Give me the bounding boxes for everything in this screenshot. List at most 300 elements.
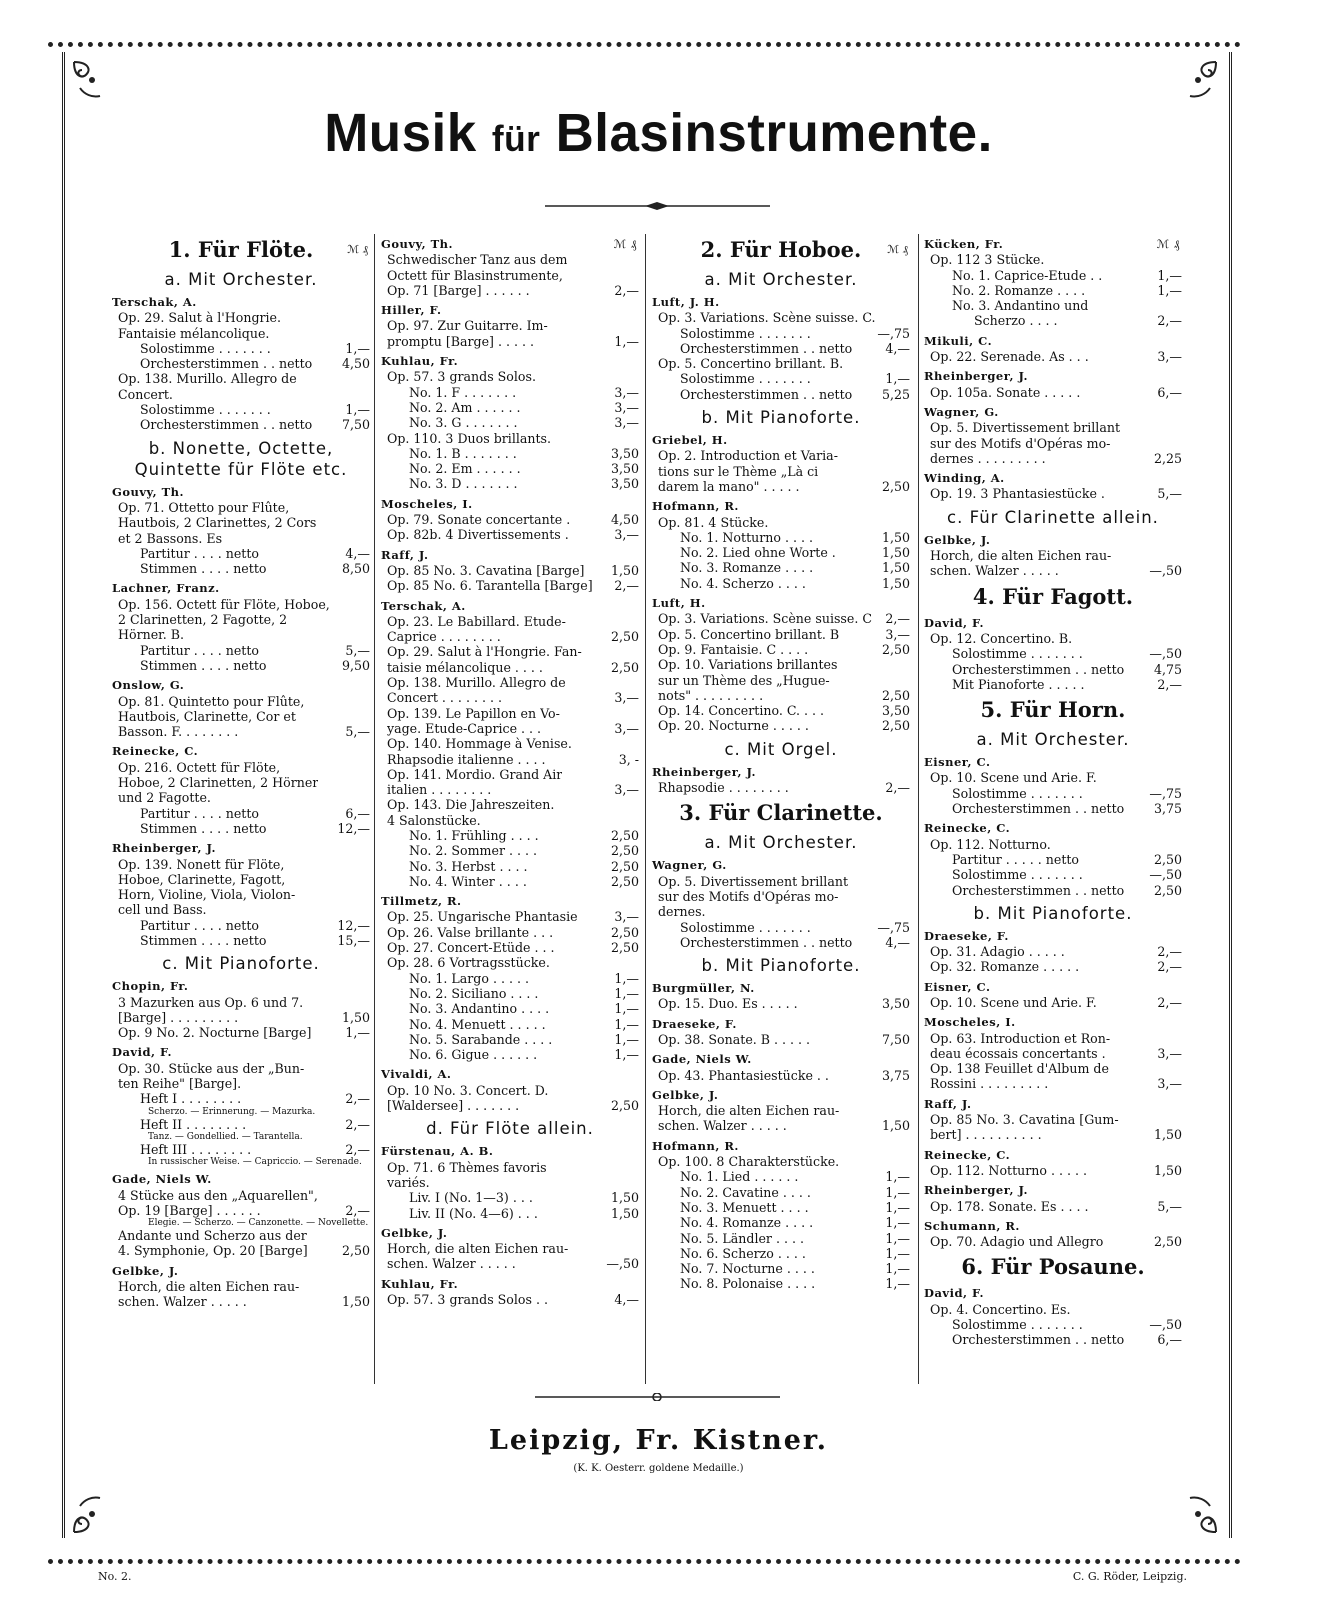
catalog-entry xyxy=(112,1203,370,1218)
catalog-entry xyxy=(652,341,910,356)
entry-price: 1,— xyxy=(885,1276,910,1292)
piece-contents xyxy=(112,1132,370,1142)
entry-title: Op. 139. Nonett für Flöte, xyxy=(118,856,285,872)
entry-price: 3,— xyxy=(1157,1076,1182,1092)
catalog-entry xyxy=(112,1188,370,1203)
entry-price: 1,— xyxy=(885,371,910,387)
corner-ornament-bottom-left xyxy=(70,1492,114,1536)
entry-price: —,50 xyxy=(1149,646,1182,662)
catalog-entry xyxy=(652,530,910,545)
heading-text: 6. Für Posaune. xyxy=(961,1254,1145,1280)
entry-title: Stimmen . . . . netto xyxy=(140,820,267,836)
catalog-entry xyxy=(652,1118,910,1133)
title-word-musik: Musik xyxy=(324,103,477,163)
entry-title: Op. 5. Divertissement brillant xyxy=(658,873,849,889)
composer-name xyxy=(112,485,370,500)
entry-price: 2,50 xyxy=(610,940,639,956)
composer-name xyxy=(381,1277,639,1292)
entry-title: Op. 19. 3 Phantasiestücke . xyxy=(930,486,1105,502)
catalog-entry xyxy=(381,1256,639,1271)
catalog-entry xyxy=(381,283,639,298)
entry-price: 2,50 xyxy=(610,924,639,940)
catalog-entry xyxy=(924,563,1182,578)
heading-text: Gelbke, J. xyxy=(652,1087,719,1102)
catalog-entry xyxy=(381,415,639,430)
entry-title: Rossini . . . . . . . . . xyxy=(930,1076,1049,1092)
composer-name xyxy=(112,581,370,596)
catalog-entry xyxy=(112,658,370,673)
heading-text: Fürstenau, A. B. xyxy=(381,1144,494,1159)
entry-price: 1,50 xyxy=(341,1294,370,1310)
composer-name xyxy=(112,295,370,310)
catalog-entry xyxy=(924,1234,1182,1249)
entry-title: Op. 112. Notturno . . . . . xyxy=(930,1162,1088,1178)
entry-price: 2,50 xyxy=(881,687,910,703)
entry-price: 1,— xyxy=(345,402,370,418)
entry-title: Solostimme . . . . . . . xyxy=(680,371,811,387)
heading-text: Gelbke, J. xyxy=(924,532,991,547)
catalog-entry xyxy=(381,1098,639,1113)
catalog-entry xyxy=(652,889,910,904)
entry-title: sur des Motifs d'Opéras mo- xyxy=(930,435,1111,451)
entry-title: Hautbois, Clarinette, Cor et xyxy=(118,708,296,724)
catalog-entry xyxy=(112,821,370,836)
entry-title: Orchesterstimmen . . netto xyxy=(952,882,1125,898)
heading-text: Raff, J. xyxy=(381,547,429,562)
heading-text: Rheinberger, J. xyxy=(924,1183,1029,1198)
catalog-entry xyxy=(924,1332,1182,1347)
price-currency-marker: ℳ ₰ xyxy=(347,243,368,256)
catalog-entry xyxy=(381,660,639,675)
entry-title: und 2 Fagotte. xyxy=(118,790,211,806)
entry-title: No. 7. Nocturne . . . . xyxy=(680,1261,815,1277)
entry-title: nots" . . . . . . . . . xyxy=(658,687,764,703)
catalog-entry xyxy=(381,1032,639,1047)
heading-text: Reinecke, C. xyxy=(924,821,1011,836)
entry-price: 3,50 xyxy=(610,445,639,461)
catalog-entry xyxy=(381,1160,639,1175)
catalog-entry xyxy=(381,721,639,736)
entry-price: 1,50 xyxy=(610,1205,639,1221)
entry-title: Partitur . . . . netto xyxy=(140,805,260,821)
entry-price: 2,50 xyxy=(610,843,639,859)
catalog-entry xyxy=(924,1302,1182,1317)
entry-title: Orchesterstimmen . . netto xyxy=(680,386,853,402)
entry-price: 1,— xyxy=(614,1047,639,1063)
heading-text: Hofmann, R. xyxy=(652,1138,739,1153)
entry-price: —,75 xyxy=(877,919,910,935)
catalog-entry xyxy=(381,476,639,491)
page-title xyxy=(13,102,1304,164)
heading-text: c. Mit Pianoforte. xyxy=(162,954,320,974)
entry-price: 1,— xyxy=(614,1001,639,1017)
entry-title: Op. 81. Quintetto pour Flûte, xyxy=(118,693,305,709)
section-heading xyxy=(924,583,1182,611)
catalog-entry xyxy=(381,1047,639,1062)
entry-title: yage. Etude-Caprice . . . xyxy=(387,720,542,736)
composer-name xyxy=(112,841,370,856)
entry-title: Op. 30. Stücke aus der „Bun- xyxy=(118,1060,305,1076)
entry-price: 5,— xyxy=(345,724,370,740)
entry-title: Op. 85 No. 6. Tarantella [Barge] xyxy=(387,578,593,594)
catalog-entry xyxy=(112,341,370,356)
catalog-entry xyxy=(924,1046,1182,1061)
entry-title: Stimmen . . . . netto xyxy=(140,657,267,673)
catalog-entry xyxy=(652,545,910,560)
entry-title: No. 6. Scherzo . . . . xyxy=(680,1245,806,1261)
entry-title: Op. 85 No. 3. Cavatina [Barge] xyxy=(387,562,585,578)
entry-price: 1,— xyxy=(885,1230,910,1246)
price-currency-marker: ℳ ₰ xyxy=(887,243,908,256)
heading-text: Hofmann, R. xyxy=(652,499,739,514)
heading-text: Wagner, G. xyxy=(652,858,727,873)
entry-price: 3,— xyxy=(614,720,639,736)
heading-text: 2. Für Hoboe. xyxy=(700,237,862,262)
subsection-heading xyxy=(924,507,1182,528)
heading-text: b. Mit Pianoforte. xyxy=(701,956,861,976)
catalog-entry xyxy=(924,385,1182,400)
catalog-entry xyxy=(112,1279,370,1294)
entry-title: Solostimme . . . . . . . xyxy=(952,867,1083,883)
catalog-entry xyxy=(652,780,910,795)
entry-title: No. 4. Scherzo . . . . xyxy=(680,575,806,591)
entry-title: Partitur . . . . netto xyxy=(140,545,260,561)
entry-price: 2,50 xyxy=(881,718,910,734)
catalog-entry xyxy=(924,786,1182,801)
heading-text: Tanz. — Gondellied. — Tarantella. xyxy=(148,1131,303,1142)
entry-title: 3 Mazurken aus Op. 6 und 7. xyxy=(118,994,304,1010)
composer-name xyxy=(924,1015,1182,1030)
catalog-entry xyxy=(381,940,639,955)
entry-price: 3,— xyxy=(614,527,639,543)
entry-title: Hörner. B. xyxy=(118,627,185,643)
entry-title: No. 4. Menuett . . . . . xyxy=(409,1016,546,1032)
entry-title: Op. 10 No. 3. Concert. D. xyxy=(387,1082,549,1098)
entry-title: No. 4. Winter . . . . xyxy=(409,873,527,889)
medal-note: (K. K. Oesterr. goldene Medaille.) xyxy=(573,1463,744,1474)
subsection-heading xyxy=(924,729,1182,750)
entry-price: 1,— xyxy=(345,1025,370,1041)
entry-title: Op. 15. Duo. Es . . . . . xyxy=(658,996,798,1012)
heading-text: b. Nonette, Octette, Quintette für Flöte etc. xyxy=(134,438,348,479)
catalog-entry xyxy=(381,874,639,889)
entry-title: Op. 81. 4 Stücke. xyxy=(658,514,769,530)
catalog-entry xyxy=(112,806,370,821)
entry-title: Op. 112. Notturno. xyxy=(930,836,1051,852)
column-divider-2 xyxy=(645,234,646,1384)
entry-title: Op. 22. Serenade. As . . . xyxy=(930,349,1089,365)
catalog-entry xyxy=(381,813,639,828)
entry-title: Solostimme . . . . . . . xyxy=(140,340,271,356)
entry-price: —,50 xyxy=(1149,867,1182,883)
catalog-entry xyxy=(381,1206,639,1221)
composer-name xyxy=(652,433,910,448)
catalog-entry xyxy=(381,843,639,858)
entry-price: 3,— xyxy=(614,909,639,925)
composer-name xyxy=(924,1097,1182,1112)
entry-title: Solostimme . . . . . . . xyxy=(140,402,271,418)
heading-text: 1. Für Flöte. xyxy=(168,237,314,262)
heading-text: Gade, Niels W. xyxy=(652,1052,752,1067)
entry-price: 2,— xyxy=(885,611,910,627)
catalog-entry xyxy=(381,400,639,415)
entry-price: 1,— xyxy=(614,1031,639,1047)
catalog-entry xyxy=(381,752,639,767)
catalog-entry xyxy=(924,451,1182,466)
entry-price: 3,— xyxy=(614,384,639,400)
heading-text: a. Mit Orchester. xyxy=(704,270,858,289)
catalog-entry xyxy=(652,1276,910,1291)
catalog-entry xyxy=(112,1142,370,1157)
entry-title: Horch, die alten Eichen rau- xyxy=(387,1241,569,1257)
entry-title: No. 1. B . . . . . . . xyxy=(409,445,517,461)
catalog-entry xyxy=(112,1076,370,1091)
catalog-entry xyxy=(381,955,639,970)
catalog-entry xyxy=(381,782,639,797)
entry-title: sur des Motifs d'Opéras mo- xyxy=(658,888,839,904)
entry-price: 3,— xyxy=(614,415,639,431)
catalog-entry xyxy=(381,1190,639,1205)
heading-text: Kuhlau, Fr. xyxy=(381,1276,459,1291)
entry-title: No. 1. F . . . . . . . xyxy=(409,384,517,400)
composer-name xyxy=(652,1088,910,1103)
corner-ornament-top-right xyxy=(1176,58,1220,102)
entry-price: 1,— xyxy=(885,1199,910,1215)
entry-title: Orchesterstimmen . . netto xyxy=(952,801,1125,817)
catalog-entry xyxy=(112,1117,370,1132)
entry-title: No. 3. Andantino und xyxy=(952,298,1089,314)
entry-price: 2,50 xyxy=(1153,851,1182,867)
subsection-heading xyxy=(652,955,910,976)
catalog-entry xyxy=(112,694,370,709)
composer-name xyxy=(924,405,1182,420)
catalog-entry xyxy=(652,1103,910,1118)
entry-price: 6,— xyxy=(1157,384,1182,400)
entry-title: Solostimme . . . . . . . xyxy=(952,646,1083,662)
entry-title: No. 8. Polonaise . . . . xyxy=(680,1276,816,1292)
catalog-entry xyxy=(112,1061,370,1076)
entry-title: Partitur . . . . netto xyxy=(140,917,260,933)
entry-price: 2,50 xyxy=(881,641,910,657)
composer-name xyxy=(381,303,639,318)
section-heading xyxy=(924,696,1182,724)
heading-text: Reinecke, C. xyxy=(924,1147,1011,1162)
entry-title: [Waldersee] . . . . . . . xyxy=(387,1098,520,1114)
catalog-entry xyxy=(112,1294,370,1309)
catalog-entry xyxy=(381,527,639,542)
entry-title: promptu [Barge] . . . . . xyxy=(387,333,534,349)
entry-title: Hoboe, 2 Clarinetten, 2 Hörner xyxy=(118,775,319,791)
catalog-entry xyxy=(652,515,910,530)
catalog-entry xyxy=(112,1091,370,1106)
entry-price: 2,— xyxy=(345,1116,370,1132)
catalog-entry xyxy=(112,775,370,790)
catalog-column-3 xyxy=(652,232,910,1292)
subsection-heading xyxy=(112,269,370,290)
heading-text: Lachner, Franz. xyxy=(112,581,220,596)
entry-title: Horn, Violine, Viola, Violon- xyxy=(118,887,296,903)
entry-title: Op. 139. Le Papillon en Vo- xyxy=(387,705,560,721)
entry-title: No. 3. Menuett . . . . xyxy=(680,1199,809,1215)
catalog-entry xyxy=(924,1127,1182,1142)
section-heading xyxy=(112,236,370,264)
heading-text: Elegie. — Scherzo. — Canzonette. — Novellette. xyxy=(148,1218,369,1229)
title-divider-ornament xyxy=(545,202,770,210)
heading-text: Luft, J. H. xyxy=(652,295,720,309)
composer-name xyxy=(652,765,910,780)
entry-price: 3,75 xyxy=(1153,801,1182,817)
entry-title: Op. 57. 3 grands Solos. xyxy=(387,369,536,385)
composer-name xyxy=(381,894,639,909)
entry-price: 2,50 xyxy=(610,659,639,675)
entry-title: Scherzo . . . . xyxy=(974,313,1058,329)
entry-title: No. 3. G . . . . . . . xyxy=(409,415,518,431)
heading-text: Onslow, G. xyxy=(112,678,185,693)
catalog-entry xyxy=(652,874,910,889)
entry-title: italien . . . . . . . . xyxy=(387,782,492,798)
entry-title: Op. 12. Concertino. B. xyxy=(930,630,1073,646)
entry-price: 5,— xyxy=(1157,1198,1182,1214)
entry-title: Hoboe, Clarinette, Fagott, xyxy=(118,871,286,887)
heading-text: Griebel, H. xyxy=(652,433,728,448)
catalog-entry xyxy=(112,627,370,642)
heading-text: Terschak, A. xyxy=(112,295,197,309)
entry-title: Orchesterstimmen . . netto xyxy=(140,417,313,433)
heading-text: Draeseke, F. xyxy=(652,1016,737,1031)
entry-title: Op. 27. Concert-Etüde . . . xyxy=(387,940,555,956)
entry-title: Op. 26. Valse brillante . . . xyxy=(387,924,554,940)
heading-text: Hiller, F. xyxy=(381,303,442,318)
heading-text: Eisner, C. xyxy=(924,755,991,770)
entry-price: 1,50 xyxy=(881,575,910,591)
catalog-entry xyxy=(112,326,370,341)
entry-title: dernes . . . . . . . . . xyxy=(930,450,1046,466)
entry-title: Op. 2. Introduction et Varia- xyxy=(658,448,838,464)
subsection-heading xyxy=(652,269,910,290)
heading-text: Luft, H. xyxy=(652,596,706,611)
catalog-entry xyxy=(381,1017,639,1032)
entry-price: 3,50 xyxy=(610,461,639,477)
composer-name xyxy=(381,599,639,614)
heading-text: In russischer Weise. — Capriccio. — Serenade. xyxy=(148,1157,362,1168)
catalog-entry xyxy=(112,1010,370,1025)
entry-title: Orchesterstimmen . . netto xyxy=(680,340,853,356)
catalog-entry xyxy=(652,1261,910,1276)
entry-price: 4,75 xyxy=(1153,661,1182,677)
entry-title: No. 6. Gigue . . . . . . xyxy=(409,1047,538,1063)
heading-text: Gelbke, J. xyxy=(112,1263,179,1278)
entry-title: Op. 3. Variations. Scène suisse. C xyxy=(658,611,872,627)
entry-title: Basson. F. . . . . . . . xyxy=(118,724,239,740)
heading-text: 3. Für Clarinette. xyxy=(679,800,883,826)
catalog-entry xyxy=(112,790,370,805)
piece-contents xyxy=(112,1218,370,1228)
entry-title: No. 3. Herbst . . . . xyxy=(409,858,528,874)
catalog-entry xyxy=(112,356,370,371)
entry-price: 3,— xyxy=(1157,1045,1182,1061)
entry-title: Andante und Scherzo aus der xyxy=(118,1228,307,1244)
entry-price: 4,— xyxy=(885,934,910,950)
entry-title: Op. 85 No. 3. Cavatina [Gum- xyxy=(930,1112,1119,1128)
catalog-entry xyxy=(112,760,370,775)
entry-title: 2 Clarinetten, 2 Fagotte, 2 xyxy=(118,612,288,628)
entry-title: No. 2. Em . . . . . . xyxy=(409,461,521,477)
catalog-entry xyxy=(112,531,370,546)
entry-title: Op. 29. Salut à l'Hongrie. xyxy=(118,310,282,326)
entry-price: 2,50 xyxy=(610,873,639,889)
entry-title: No. 3. Romanze . . . . xyxy=(680,560,814,576)
entry-title: Heft I . . . . . . . . xyxy=(140,1091,242,1107)
entry-title: Op. 216. Octett für Flöte, xyxy=(118,759,281,775)
heading-text: a. Mit Orchester. xyxy=(976,730,1130,750)
heading-text: Kücken, Fr. xyxy=(924,237,1004,251)
catalog-entry xyxy=(112,709,370,724)
heading-text: Rheinberger, J. xyxy=(112,841,217,856)
entry-price: 9,50 xyxy=(341,657,370,673)
entry-title: Rhapsodie italienne . . . . xyxy=(387,751,546,767)
catalog-entry xyxy=(652,1169,910,1184)
entry-price: 4,— xyxy=(345,545,370,561)
entry-title: Op. 25. Ungarische Phantasie xyxy=(387,909,578,925)
catalog-entry xyxy=(112,1025,370,1040)
entry-price: 2,— xyxy=(1157,994,1182,1010)
entry-price: 2,50 xyxy=(610,629,639,645)
entry-title: Hautbois, 2 Clarinettes, 2 Cors xyxy=(118,515,317,531)
composer-name xyxy=(652,596,910,611)
catalog-entry xyxy=(112,546,370,561)
composer-name xyxy=(381,1067,639,1082)
entry-title: Op. 4. Concertino. Es. xyxy=(930,1301,1071,1317)
composer-name xyxy=(652,858,910,873)
entry-price: 5,— xyxy=(345,642,370,658)
entry-price: 2,50 xyxy=(1153,882,1182,898)
catalog-entry xyxy=(924,944,1182,959)
subsection-heading xyxy=(112,438,370,480)
entry-price: 1,— xyxy=(345,340,370,356)
entry-title: Fantaisie mélancolique. xyxy=(118,325,270,341)
entry-title: No. 1. Largo . . . . . xyxy=(409,970,529,986)
catalog-column-1 xyxy=(112,232,370,1310)
catalog-entry xyxy=(381,512,639,527)
entry-title: Orchesterstimmen . . netto xyxy=(140,356,313,372)
entry-title: Stimmen . . . . netto xyxy=(140,561,267,577)
entry-title: Horch, die alten Eichen rau- xyxy=(118,1279,300,1295)
composer-name xyxy=(112,979,370,994)
catalog-entry xyxy=(381,252,639,267)
entry-title: Stimmen . . . . netto xyxy=(140,932,267,948)
catalog-entry xyxy=(652,703,910,718)
catalog-entry xyxy=(924,252,1182,267)
heading-text: Terschak, A. xyxy=(381,598,466,613)
heading-text: c. Für Clarinette allein. xyxy=(947,507,1159,527)
catalog-entry xyxy=(652,371,910,386)
heading-text: Gouvy, Th. xyxy=(112,484,185,499)
composer-name xyxy=(924,821,1182,836)
composer-name xyxy=(112,1045,370,1060)
entry-title: No. 5. Ländler . . . . xyxy=(680,1230,804,1246)
heading-text: Scherzo. — Erinnerung. — Mazurka. xyxy=(148,1106,316,1117)
catalog-entry xyxy=(112,643,370,658)
entry-title: Solostimme . . . . . . . xyxy=(952,1317,1083,1333)
entry-title: Partitur . . . . . netto xyxy=(952,851,1080,867)
entry-title: Partitur . . . . netto xyxy=(140,642,260,658)
entry-title: No. 2. Am . . . . . . xyxy=(409,399,521,415)
entry-title: Op. 10. Variations brillantes xyxy=(658,657,838,673)
entry-price: 3,— xyxy=(614,399,639,415)
heading-text: Burgmüller, N. xyxy=(652,981,755,996)
entry-title: ten Reihe" [Barge]. xyxy=(118,1076,242,1092)
entry-price: 12,— xyxy=(337,917,370,933)
